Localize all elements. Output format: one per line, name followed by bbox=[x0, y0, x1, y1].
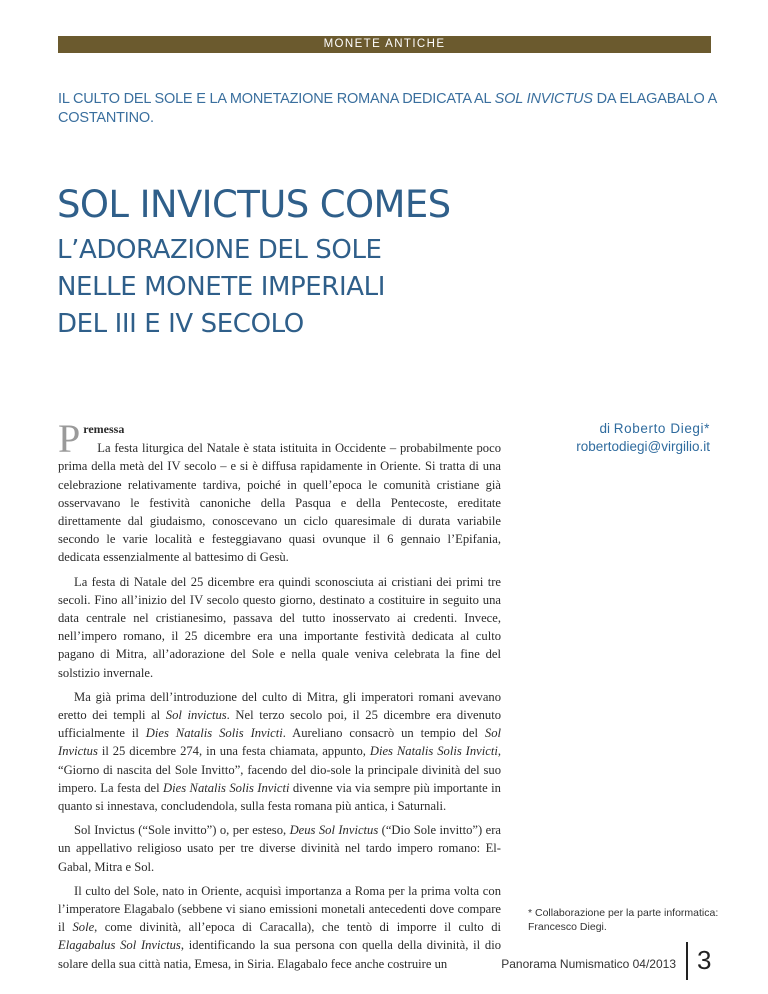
paragraph-premessa: P remessa La festa liturgica del Natale è stata istituita in Occidente – probabilmente poco prima della metà del IV secolo – e si è diffusa rapidamente in Oriente. Si tratta di una celebrazione relativamente tardiva, poiché in quell’epoca le comunità cristiane già osservavano le festività canoniche della Pasqua e della Pentecoste, ereditate direttamente dal giudaismo, conoscevano un ciclo quaresimale di durata variabile secondo le varie località e festeggiavano quasi ovunque il 6 gennaio l’Epifania, dedicata essenzialmente al battesimo di Gesù. bbox=[58, 416, 501, 565]
paragraph: Ma già prima dell’introduzione del culto di Mitra, gli imperatori romani avevano eretto dei templi al Sol invictus. Nel terzo secolo poi, il 25 dicembre era divenuto ufficialmente il Dies Natalis Solis Invicti. Aureliano consacrò un tempio del Sol Invictus il 25 dicembre 274, in una festa chiamata, appunto, Dies Natalis Solis Invicti, “Giorno di nascita del Sole Invitto”, facendo del dio-sole la principale divinità del suo impero. La festa del Dies Natalis Solis Invicti divenne via via sempre più importante in quanto si innestava, concludendola, sulla festa romana più antica, i Saturnali. bbox=[58, 689, 501, 814]
paragraph: Sol Invictus (“Sole invitto”) o, per esteso, Deus Sol Invictus (“Dio Sole invitto”) era un appellativo religioso usato per tre diverse divinità nel tardo impero romano: El-Gabal, Mitra e Sol. bbox=[58, 823, 501, 874]
page-number: 3 bbox=[697, 945, 712, 975]
article-kicker: IL CULTO DEL SOLE E LA MONETAZIONE ROMANA DEDICATA AL SOL INVICTUS DA ELAGABALO A COSTANTINO. bbox=[58, 91, 717, 126]
section-header: MONETE ANTICHE bbox=[58, 36, 711, 53]
paragraph: La festa di Natale del 25 dicembre era quindi sconosciuta ai cristiani dei primi tre secoli. Fino all’inizio del IV secolo questo giorno, destinato a costituire in seguito una data centrale nel cristianesimo, passava del tutto inosservato ai credenti. Invece, nell’impero romano, il 25 dicembre era una importante festività dedicata al culto pagano di Mitra, all’adorazione del Sole e nella quale veniva celebrata la fine del solstizio invernale. bbox=[58, 574, 501, 680]
footnote: * Collaborazione per la parte informatica: Francesco Diegi. bbox=[528, 907, 719, 933]
footer-divider bbox=[686, 942, 688, 980]
author-byline: di Roberto Diegi* robertodiegi@virgilio.it bbox=[520, 420, 710, 456]
publication-footer: Panorama Numismatico 04/2013 bbox=[501, 957, 676, 971]
article-title: SOL INVICTUS COMES bbox=[57, 183, 451, 226]
section-heading: remessa bbox=[83, 422, 125, 436]
drop-cap: P bbox=[58, 416, 81, 461]
article-subtitle: L’ADORAZIONE DEL SOLE NELLE MONETE IMPERIALI DEL III E IV SECOLO bbox=[57, 235, 385, 339]
paragraph: Il culto del Sole, nato in Oriente, acquisì importanza a Roma per la prima volta con l’imperatore Elagabalo (sebbene vi siano emissioni monetali antecedenti dove compare il Sole, come divinità, all’epoca di Caracalla), che tentò di imporre il culto di Elagabalus Sol Invictus, identificando la sua persona con quella della divinità, il dio solare della sua città natia, Emesa, in Siria. Elagabalo fece anche costruire un bbox=[58, 883, 501, 971]
author-name: Roberto Diegi* bbox=[613, 421, 710, 436]
author-email[interactable]: robertodiegi@virgilio.it bbox=[576, 439, 710, 454]
article-body bbox=[58, 416, 501, 979]
